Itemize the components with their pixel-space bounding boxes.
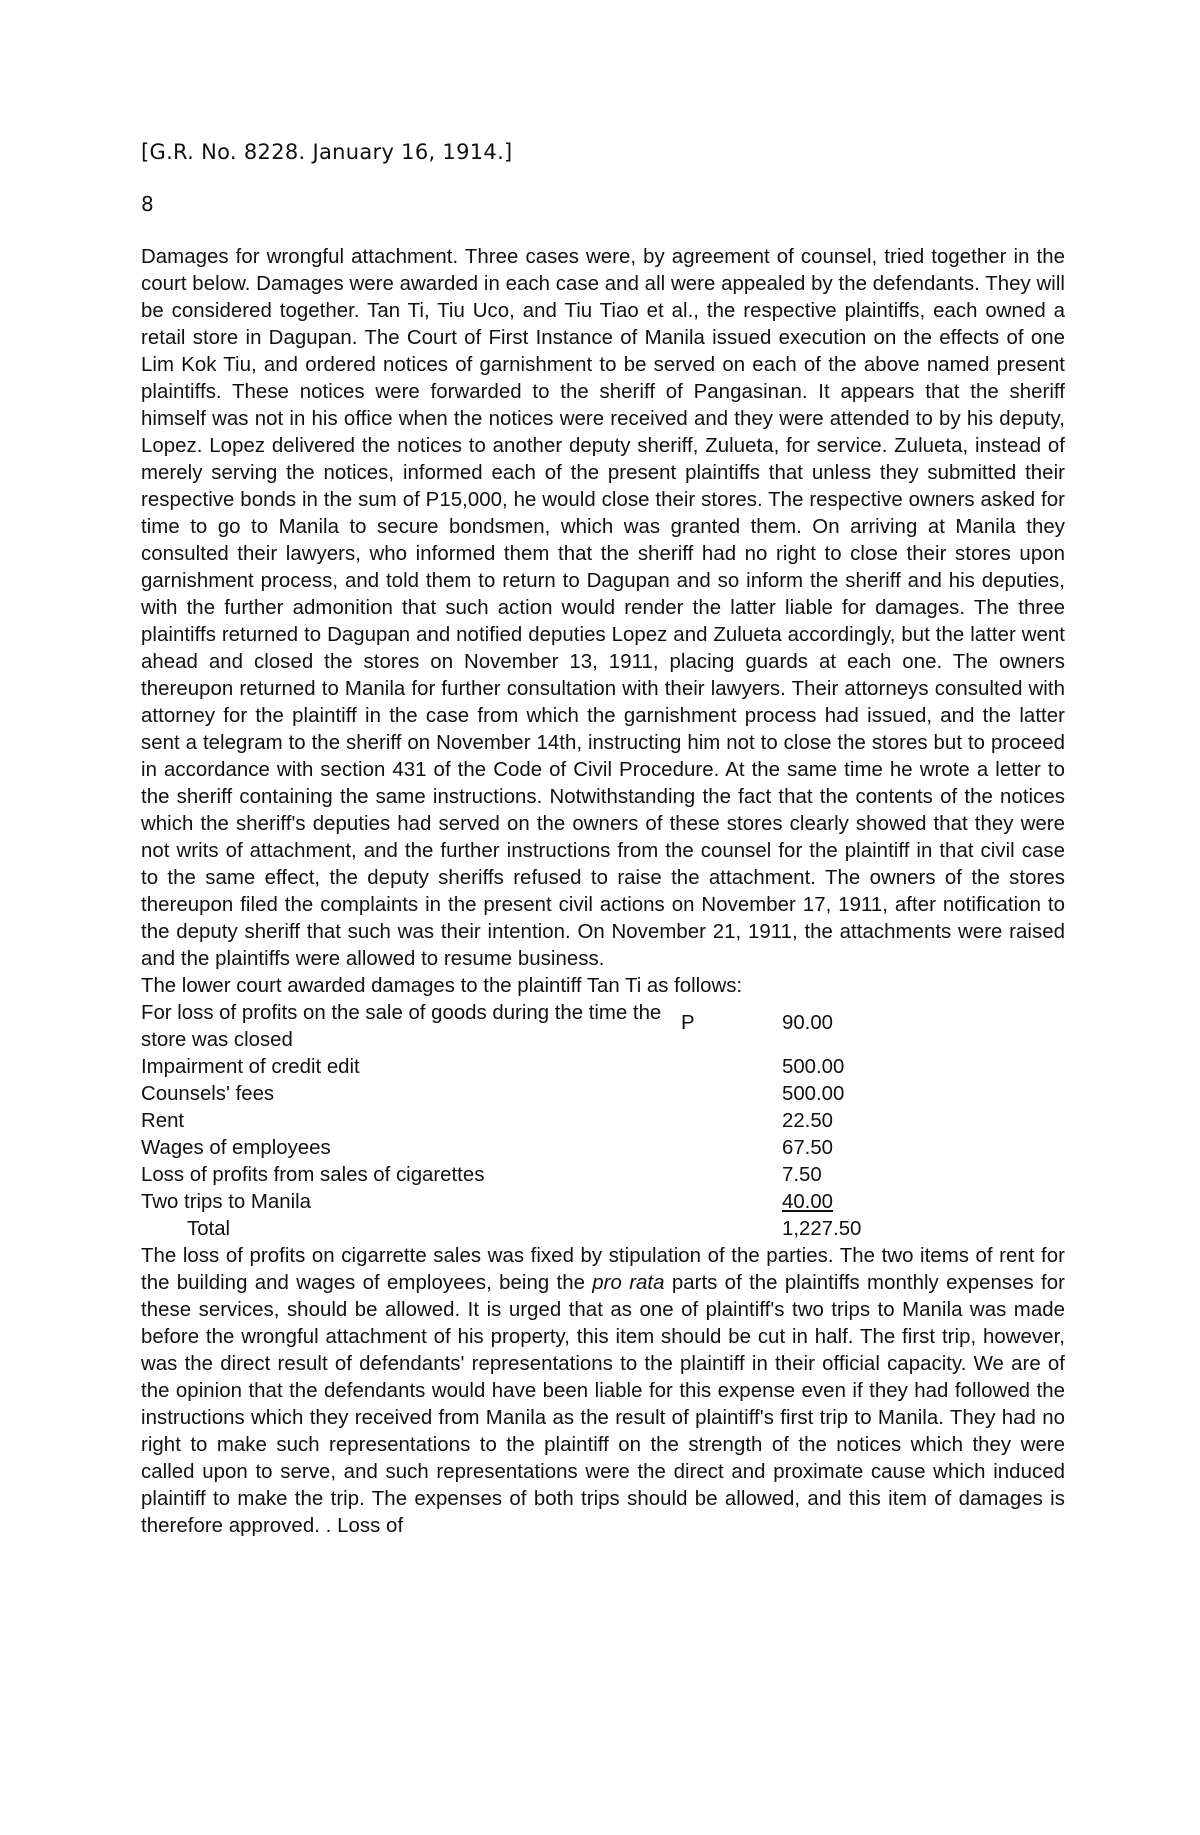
document-body	[141, 244, 1065, 1540]
damage-label: Impairment of credit edit	[141, 1056, 360, 1078]
paragraph-damages-intro: The lower court awarded damages to the plaintiff Tan Ti as follows:	[141, 975, 743, 997]
damage-amount: 22.50	[782, 1110, 834, 1132]
table-row	[141, 1108, 932, 1135]
table-row	[141, 1135, 932, 1162]
damage-amount: 67.50	[782, 1137, 834, 1159]
damage-amount: 90.00	[782, 1012, 834, 1034]
table-row	[141, 1000, 932, 1054]
paragraph-analysis: The loss of profits on cigarrette sales was fixed by stipulation of the parties. The two items of rent for the building and wages of employees, being the pro rata parts of the plaintiffs monthly expenses for these services, should be allowed. It is urged that as one of plaintiff's two trips to Manila was made before the wrongful attachment of his property, this item should be cut in half. The first trip, however, was the direct result of defendants' representations to the plaintiff in their official capacity. We are of the opinion that the defendants would have been liable for this expense even if they had followed the instructions which they received from Manila as the result of plaintiff's first trip to Manila. They had no right to make such representations to the plaintiff on the strength of the notices which they were called upon to serve, and such representations were the direct and proximate cause which induced plaintiff to make the trip. The expenses of both trips should be allowed, and this item of damages is therefore approved. . Loss of	[141, 1245, 1065, 1537]
damages-table	[141, 1000, 932, 1243]
damage-amount: 500.00	[782, 1083, 845, 1105]
case-heading: [G.R. No. 8228. January 16, 1914.]	[141, 140, 513, 164]
page-number: 8	[141, 192, 154, 216]
damage-amount: 500.00	[782, 1056, 845, 1078]
damage-amount: 40.00	[782, 1191, 834, 1213]
paragraph-facts: Damages for wrongful attachment. Three cases were, by agreement of counsel, tried together in the court below. Damages were awarded in each case and all were appealed by the defendants. They will be considered together. Tan Ti, Tiu Uco, and Tiu Tiao et al., the respective plaintiffs, each owned a retail store in Dagupan. The Court of First Instance of Manila issued execution on the effects of one Lim Kok Tiu, and ordered notices of garnishment to be served on each of the above named present plaintiffs. These notices were forwarded to the sheriff of Pangasinan. It appears that the sheriff himself was not in his office when the notices were received and they were attended to by his deputy, Lopez. Lopez delivered the notices to another deputy sheriff, Zulueta, for service. Zulueta, instead of merely serving the notices, informed each of the present plaintiffs that unless they submitted their respective bonds in the sum of P15,000, he would close their stores. The respective owners asked for time to go to Manila to secure bondsmen, which was granted them. On arriving at Manila they consulted their lawyers, who informed them that the sheriff had no right to close their stores upon garnishment process, and told them to return to Dagupan and so inform the sheriff and his deputies, with the further admonition that such action would render the latter liable for damages. The three plaintiffs returned to Dagupan and notified deputies Lopez and Zulueta accordingly, but the latter went ahead and closed the stores on November 13, 1911, placing guards at each one. The owners thereupon returned to Manila for further consultation with their lawyers. Their attorneys consulted with attorney for the plaintiff in the case from which the garnishment process had issued, and the latter sent a telegram to the sheriff on November 14th, instructing him not to close the stores but to proceed in accordance with section 431 of the Code of Civil Procedure. At the same time he wrote a letter to the sheriff containing the same instructions. Notwithstanding the fact that the contents of the notices which the sheriff's deputies had served on the owners of these stores clearly showed that they were not writs of attachment, and the further instructions from the counsel for the plaintiff in that civil case to the same effect, the deputy sheriffs refused to raise the attachment. The owners of the stores thereupon filed the complaints in the present civil actions on November 17, 1911, after notification to the deputy sheriff that such was their intention. On November 21, 1911, the attachments were raised and the plaintiffs were allowed to resume business.	[141, 246, 1065, 970]
damage-label: Two trips to Manila	[141, 1191, 311, 1213]
table-row-total	[141, 1216, 932, 1243]
total-label: Total	[187, 1218, 231, 1240]
italic-term: pro rata	[592, 1272, 665, 1294]
total-amount: 1,227.50	[782, 1218, 862, 1240]
damage-amount: 7.50	[782, 1164, 822, 1186]
peso-sign: P	[681, 1012, 695, 1034]
damage-label: Rent	[141, 1110, 185, 1132]
table-row	[141, 1162, 932, 1189]
table-row	[141, 1054, 932, 1081]
damage-label: Counsels' fees	[141, 1083, 275, 1105]
damage-label: Loss of profits from sales of cigarettes	[141, 1164, 485, 1186]
table-row	[141, 1189, 932, 1216]
damage-label: Wages of employees	[141, 1137, 331, 1159]
table-row	[141, 1081, 932, 1108]
damage-label: For loss of profits on the sale of goods during the time the store was closed	[141, 1002, 662, 1051]
